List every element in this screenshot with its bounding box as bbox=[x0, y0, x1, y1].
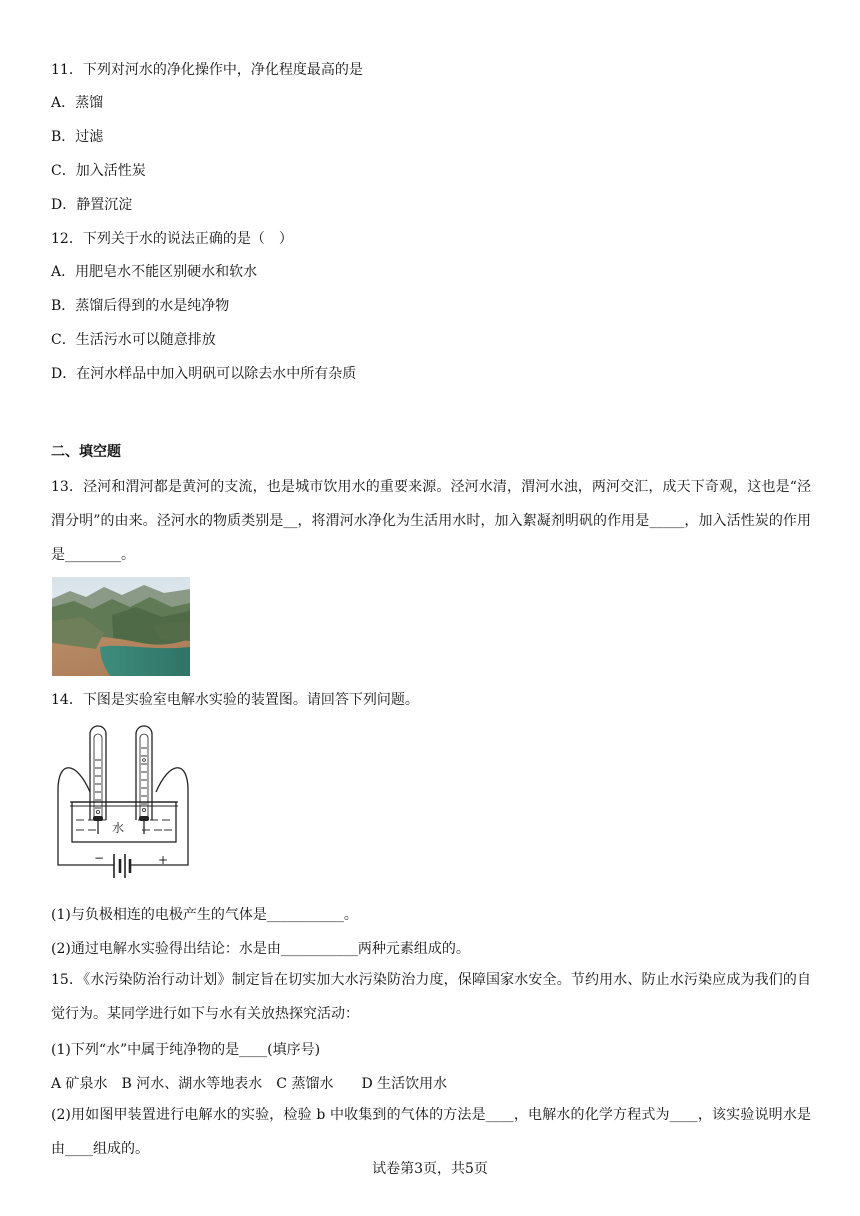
q11-option-d: D．静置沉淀 bbox=[51, 197, 133, 213]
q12-option-d: D．在河水样品中加入明矾可以除去水中所有杂质 bbox=[51, 366, 357, 382]
q13-text: 13．泾河和渭河都是黄河的支流，也是城市饮用水的重要来源。泾河水清，渭河水浊，两河交汇，成天下奇观，这也是“泾渭分明”的由来。泾河水的物质类别是__，将渭河水净化为生活用水时，加入絮凝剂明矾的作用是_____，加入活性炭的作用是________。 bbox=[51, 479, 811, 563]
section-title: 二、填空题 bbox=[51, 444, 121, 460]
q14-sub2: (2)通过电解水实验得出结论：水是由___________两种元素组成的。 bbox=[51, 941, 470, 957]
q15-choices: A 矿泉水 B 河水、湖水等地表水 C 蒸馏水 D 生活饮用水 bbox=[51, 1076, 448, 1092]
q14-sub1: (1)与负极相连的电极产生的气体是___________。 bbox=[51, 907, 358, 923]
minus-label: − bbox=[94, 851, 105, 865]
page-footer: 试卷第3页，共5页 bbox=[372, 1161, 488, 1177]
q15-sub2: (2)用如图甲装置进行电解水的实验，检验 b 中收集到的气体的方法是____，电解水的化学方程式为____，该实验说明水是由____组成的。 bbox=[51, 1107, 811, 1157]
plus-label: + bbox=[158, 853, 169, 867]
q12-option-a: A．用肥皂水不能区别硬水和软水 bbox=[51, 264, 258, 280]
q12-option-b: B．蒸馏后得到的水是纯净物 bbox=[51, 298, 230, 314]
q15-text: 15．《水污染防治行动计划》制定旨在切实加大水污染防治力度，保障国家水安全。节约用水、防止水污染应成为我们的自觉行为。某同学进行如下与水有关放热探究活动： bbox=[51, 972, 811, 1022]
electrolysis-apparatus-diagram bbox=[56, 720, 196, 892]
q11-option-c: C．加入活性炭 bbox=[51, 163, 146, 179]
q12-stem: 12．下列关于水的说法正确的是（ ） bbox=[51, 231, 293, 247]
q12-option-c: C．生活污水可以随意排放 bbox=[51, 332, 216, 348]
q11-option-b: B．过滤 bbox=[51, 129, 104, 145]
q14-stem: 14．下图是实验室电解水实验的装置图。请回答下列问题。 bbox=[51, 692, 419, 708]
q15-sub1: (1)下列“水”中属于纯净物的是____(填序号) bbox=[51, 1042, 321, 1058]
river-confluence-photo bbox=[52, 577, 190, 676]
q11-option-a: A．蒸馏 bbox=[51, 95, 104, 111]
q11-stem: 11．下列对河水的净化操作中，净化程度最高的是 bbox=[51, 62, 363, 78]
water-label: 水 bbox=[112, 821, 125, 835]
